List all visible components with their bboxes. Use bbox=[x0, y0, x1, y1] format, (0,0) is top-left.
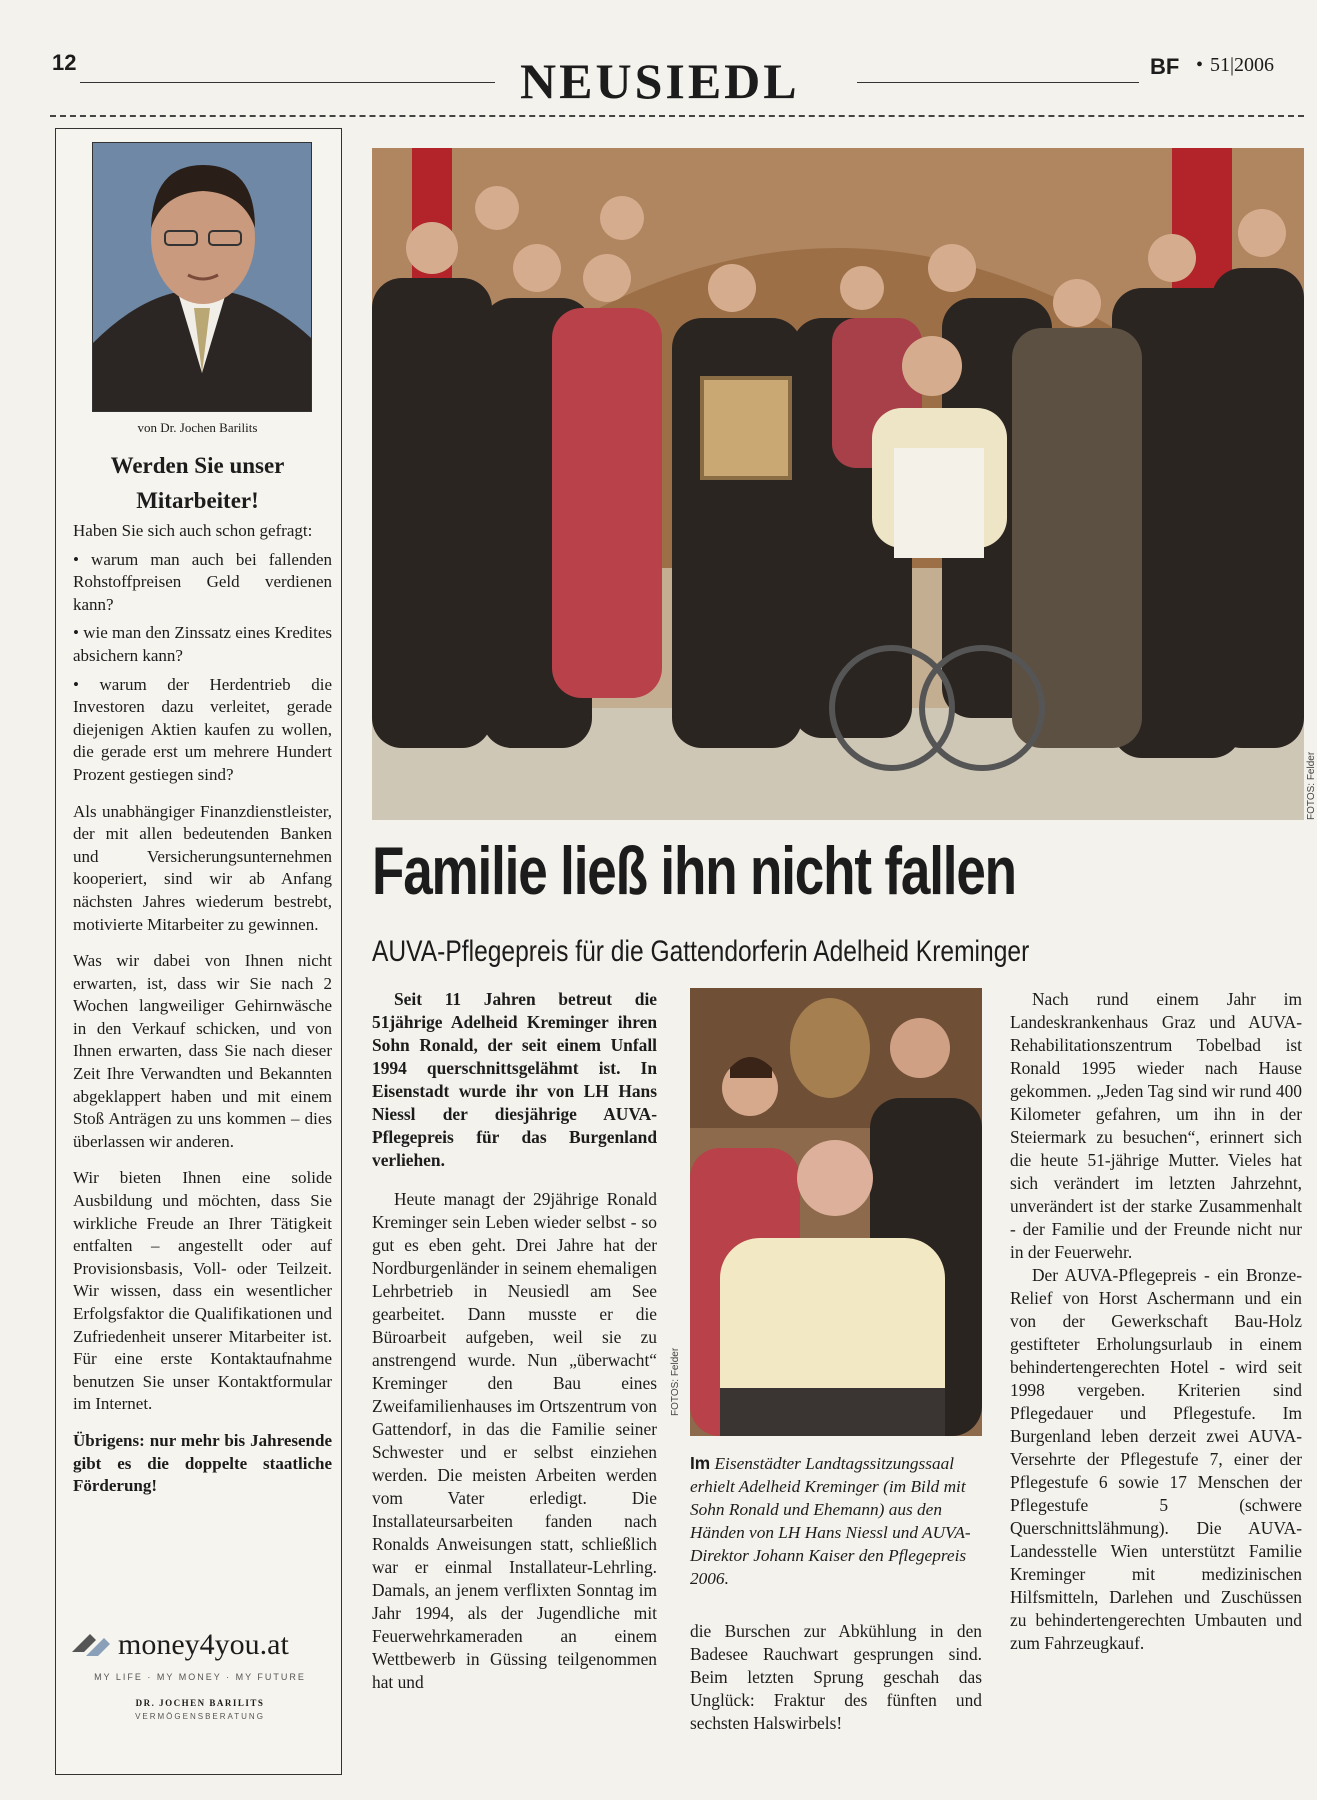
family-photo bbox=[690, 988, 982, 1436]
logo-name: DR. JOCHEN BARILITS bbox=[135, 1698, 265, 1708]
issue-number: 51|2006 bbox=[1210, 54, 1275, 76]
header-rule-left bbox=[80, 82, 495, 83]
sidebar-paragraph: Wir bieten Ihnen eine solide Ausbildung und möchten, dass Sie wirkliche Freude an Ihrer Tätigkeit entfalten – angestellt oder auf Provisionsbasis, Voll- oder Teilzeit. Wir wissen, dass ein wesentlicher Erfolgsfaktor die Qualifikationen und Zufriedenheit unserer Mitarbeiter ist. Für eine erste Kontaktaufnahme benutzen Sie unser Kontaktformular im Internet. bbox=[73, 1168, 332, 1414]
article-headline: Familie ließ ihn nicht fallen bbox=[372, 833, 1016, 909]
publication-name: BF bbox=[1150, 54, 1180, 79]
article-body-paragraph: Der AUVA-Pflegepreis - ein Bronze-Relief von Horst Aschermann und ein von der Gewerkschaft Bau-Holz gestifteter Erholungsurlaub in einem behindertengerechten Hotel - wird seit 1998 vergeben. Kriterien sind Pflegedauer und Pflegestufe. Im Burgenland leben derzeit zwei AUVA-Versehrte der Pflegestufe 7, einer der Pflegestufe 6 sowie 17 Menschen der Pflegestufe 5 (schwere Querschnittslähmung). Die AUVA-Landesstelle Wien unterstützt Familie Kreminger mit medizinischen Hilfsmitteln, Darlehen und Zuschüssen zu behindertengerechten Umbauten und zum Fahrzeugkauf. bbox=[1010, 1265, 1302, 1653]
article-subheadline: AUVA-Pflegepreis für die Gattendorferin Adelheid Kreminger bbox=[372, 935, 1030, 968]
photo-credit-small: FOTOS: Felder bbox=[670, 1347, 681, 1416]
money4you-logo bbox=[70, 1628, 330, 1721]
header-separator: • bbox=[1196, 54, 1204, 76]
article-body-continued: die Burschen zur Abkühlung in den Badesee Rauchwart gesprungen sind. Beim letzten Sprung geschah das Unglück: Fraktur des fünften und sechsten Halswirbels! bbox=[690, 1621, 982, 1733]
logo-icon bbox=[70, 1630, 112, 1660]
sidebar-paragraph: Als unabhängiger Finanzdienstleister, der mit allen bedeutenden Banken und Versicherungsunternehmen kooperiert, sind wir ab Anfang nächsten Jahres wiederum bestrebt, motivierte Mitarbeiter zu gewinnen. bbox=[73, 801, 332, 934]
sidebar-paragraph: Haben Sie sich auch schon gefragt: bbox=[73, 521, 313, 540]
main-photo bbox=[372, 148, 1304, 820]
sidebar-title: Werden Sie unser Mitarbeiter! bbox=[110, 453, 285, 513]
article-column-2 bbox=[690, 1620, 982, 1735]
sidebar-bullet: • warum der Herdentrieb die Investoren dazu verleitet, gerade diejenigen Aktien kaufen zu wollen, die gerade erst um mehrere Hundert Prozent gestiegen sind? bbox=[73, 674, 332, 784]
photo-credit: FOTOS: Felder bbox=[1306, 751, 1317, 820]
header-rule-right bbox=[857, 82, 1139, 83]
page-number: 12 bbox=[52, 50, 77, 75]
logo-text: money4you.at bbox=[118, 1628, 289, 1661]
sidebar-closing: Übrigens: nur mehr bis Jahresende gibt es die doppelte staatliche Förderung! bbox=[73, 1430, 332, 1496]
article-body-paragraph: Nach rund einem Jahr im Landeskrankenhaus Graz und AUVA-Rehabilitationszentrum Tobelbad ist Ronald 1995 wieder nach Hause gekommen. „Jeden Tag sind wir rund 400 Kilometer gefahren, um ihn in der Steiermark zu besuchen“, erinnert sich die heute 51-jährige Mutter. Vieles hat sich verändert im letzten Jahrzehnt, unverändert ist der starke Zusammenhalt - der Familie und der Freunde nicht nur in der Feuerwehr. bbox=[1010, 989, 1302, 1262]
sidebar-paragraph: Was wir dabei von Ihnen nicht erwarten, ist, dass wir Sie nach 2 Wochen langweiliger Gehirnwäsche in den Verkauf schicken, und von Ihnen erwarten, dass Sie nach dieser Zeit Ihre Verwandten und Bekannten abgeklappert haben und mit einem Stoß Anträgen zu uns kommen – dies überlassen wir anderen. bbox=[73, 951, 332, 1151]
article-lead: Seit 11 Jahren betreut die 51jährige Adelheid Kreminger ihren Sohn Ronald, der seit einem Unfall 1994 querschnittsgelähmt ist. In Eisenstadt wurde ihr von LH Hans Niessl der diesjährige AUVA-Pflegepreis für das Burgenland verliehen. bbox=[372, 989, 657, 1170]
author-portrait bbox=[92, 142, 312, 412]
header-divider bbox=[50, 115, 1304, 117]
caption-lead: Im bbox=[690, 1453, 711, 1473]
group-photo-illustration bbox=[372, 148, 1304, 820]
sidebar-text bbox=[73, 520, 332, 1512]
article-column-3 bbox=[1010, 988, 1302, 1655]
photo-caption bbox=[690, 1452, 982, 1590]
sidebar-bullet: • warum man auch bei fallenden Rohstoffpreisen Geld verdienen kann? bbox=[73, 549, 332, 614]
family-photo-illustration bbox=[690, 988, 982, 1436]
portrait-caption: von Dr. Jochen Barilits bbox=[137, 420, 258, 435]
portrait-illustration bbox=[93, 143, 311, 411]
logo-subline: VERMÖGENSBERATUNG bbox=[135, 1712, 265, 1721]
article-column-1 bbox=[372, 988, 657, 1694]
section-title: NEUSIEDL bbox=[520, 53, 800, 109]
caption-text: Eisenstädter Landtagssitzungssaal erhielt Adelheid Kreminger (im Bild mit Sohn Ronald und Ehemann) aus den Händen von LH Hans Niessl und AUVA-Direktor Johann Kaiser den Pflegepreis 2006. bbox=[690, 1454, 971, 1588]
sidebar-bullet: • wie man den Zinssatz eines Kredites absichern kann? bbox=[73, 623, 332, 665]
logo-tagline: MY LIFE · MY MONEY · MY FUTURE bbox=[94, 1672, 306, 1682]
article-body: Heute managt der 29jährige Ronald Kreminger sein Leben wieder selbst - so gut es eben geht. Drei Jahre hat der Nordburgenländer in seinem ehemaligen Lehrbetrieb in Neusiedl am See gearbeitet. Dann musste er die Büroarbeit aufgeben, weil sie zu anstrengend wurde. Nun „überwacht“ Kreminger den Bau eines Zweifamilienhauses im Ortszentrum von Gattendorf, in das die Familie seiner Schwester und er selbst einziehen werden. Die meisten Arbeiten werden vom Vater erledigt. Die Installateursarbeiten fanden nach Ronalds Anweisungen statt, schließlich war er einmal Installateur-Lehrling. Damals, an jenem verflixten Sonntag im Jahr 1994, als der Jugendliche mit Feuerwehrkameraden an einem Wettbewerb in Güssing teilgenommen hat und bbox=[372, 1189, 657, 1692]
